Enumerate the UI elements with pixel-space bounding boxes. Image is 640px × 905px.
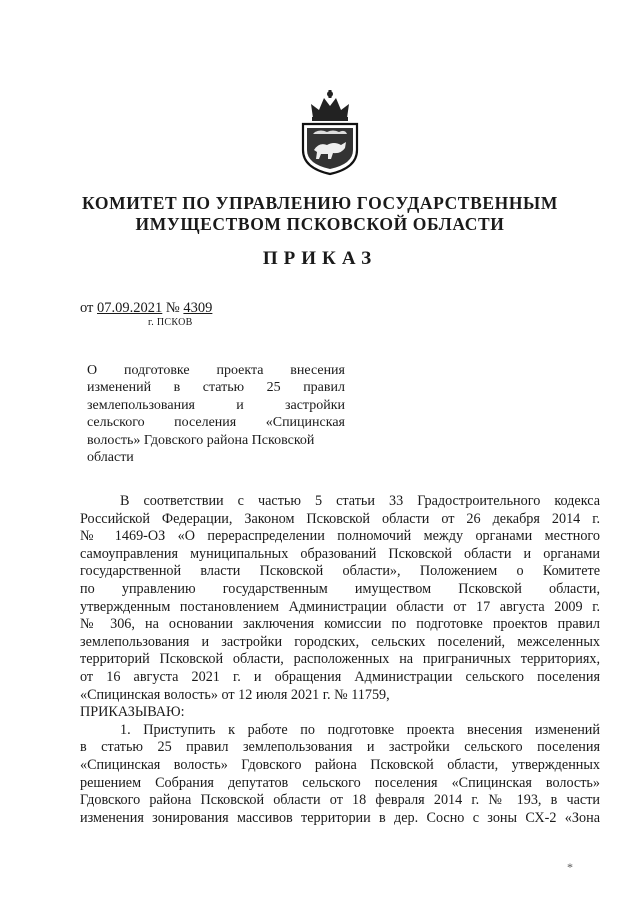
item-1-line: «Спицинская волость» Гдовского района Псковской области, утвержденных (80, 756, 600, 773)
order-word: ПРИКАЗЫВАЮ: (80, 704, 185, 721)
preamble-line: Российской Федерации, Законом Псковской области от 26 декабря 2014 г. (80, 510, 600, 527)
preamble-line: утвержденным постановлением Администрации области от 17 августа 2009 г. (80, 598, 600, 615)
number-prefix: № (165, 300, 180, 316)
preamble (80, 493, 600, 827)
item-1-line: изменения зонирования массивов территории в дер. Сосно с зоны СХ-2 «Зона (80, 809, 600, 826)
order-date-number (80, 300, 212, 317)
preamble-line: от 16 августа 2021 г. и обращения Администрации сельского поселения (80, 668, 600, 685)
preamble-line: территорий Псковской области, расположенных на приграничных территориях, (80, 651, 600, 668)
order-subject (87, 362, 345, 466)
preamble-line: по управлению государственным имуществом Псковской области, (80, 580, 600, 597)
order-number: 4309 (183, 300, 213, 316)
item-1-line: в статью 25 правил землепользования и застройки сельского поселения (80, 739, 600, 756)
item-1-line: 1. Приступить к работе по подготовке проекта внесения изменений (120, 721, 600, 738)
subject-line: области (87, 450, 134, 466)
document-type-title: ПРИКАЗ (262, 248, 378, 269)
preamble-line: В соответствии с частью 5 статьи 33 Градостроительного кодекса (120, 493, 600, 509)
item-1-line: Гдовского района Псковской области от 18 февраля 2014 г. № 193, в части (80, 792, 600, 809)
page-mark: * (567, 860, 573, 874)
subject-line: изменений в статью 25 правил (87, 380, 345, 396)
preamble-line: № 306, на основании заключения комиссии по подготовке проектов правил (80, 616, 600, 633)
city-label: г. ПСКОВ (148, 317, 193, 328)
subject-line: сельского поселения «Спицинская (87, 415, 345, 431)
subject-line: О подготовке проекта внесения (87, 363, 345, 378)
subject-line: землепользования и застройки (87, 397, 345, 413)
committee-name-line-1: КОМИТЕТ ПО УПРАВЛЕНИЮ ГОСУДАРСТВЕННЫМ (82, 193, 558, 213)
item-1-line: решением Собрания депутатов сельского поселения «Спицинская волость» (80, 774, 600, 791)
preamble-line: землепользования и застройки городских, сельских поселений, межселенных (80, 633, 600, 650)
order-date: 07.09.2021 (97, 300, 163, 316)
committee-name-line-2: ИМУЩЕСТВОМ ПСКОВСКОЙ ОБЛАСТИ (135, 214, 505, 234)
preamble-line: № 1469-ОЗ «О перераспределении полномочий между органами местного (80, 528, 600, 545)
preamble-line: самоуправления муниципальных образований Псковской области и органами (80, 545, 600, 562)
date-prefix: от (80, 300, 94, 316)
subject-line: волость» Гдовского района Псковской (87, 432, 315, 448)
preamble-line: государственной власти Псковской области», Положением о Комитете (80, 563, 600, 580)
pskov-coat-of-arms-icon (297, 88, 363, 176)
preamble-line: «Спицинская волость» от 12 июля 2021 г. № 11759, (80, 686, 390, 703)
